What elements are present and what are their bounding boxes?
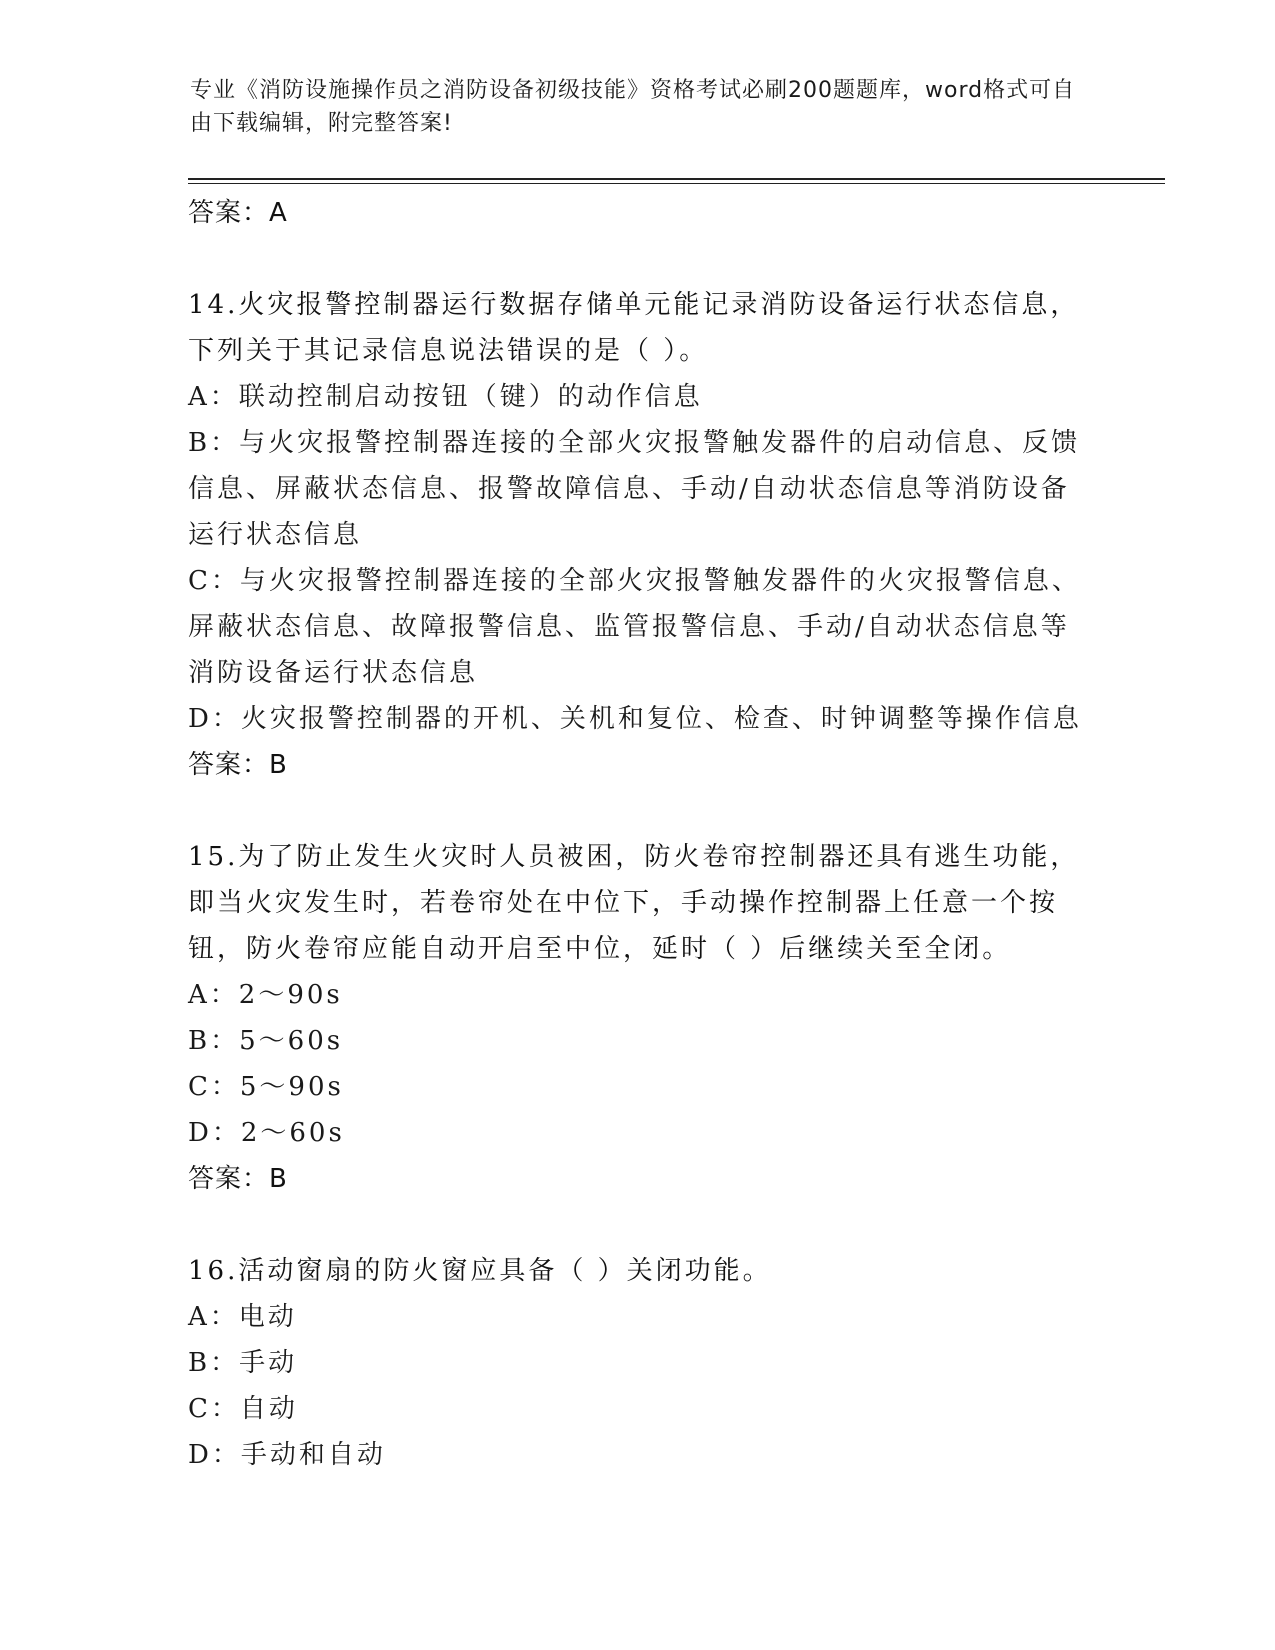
option-d: D：火灾报警控制器的开机、关机和复位、检查、时钟调整等操作信息 bbox=[188, 704, 1082, 734]
question-14 bbox=[188, 282, 1088, 788]
option-a: A：2～90s bbox=[188, 980, 343, 1010]
document-body bbox=[188, 190, 1088, 1478]
question-answer: 答案：B bbox=[188, 1164, 288, 1194]
spacer bbox=[188, 1202, 1088, 1248]
question-16 bbox=[188, 1248, 1088, 1478]
option-a: A：联动控制启动按钮（键）的动作信息 bbox=[188, 382, 703, 412]
spacer bbox=[188, 236, 1088, 282]
option-a: A：电动 bbox=[188, 1302, 297, 1332]
question-stem: 16.活动窗扇的防火窗应具备（ ）关闭功能。 bbox=[188, 1256, 772, 1286]
option-c: C：与火灾报警控制器连接的全部火灾报警触发器件的火灾报警信息、屏蔽状态信息、故障报警信息、监管报警信息、手动/自动状态信息等消防设备运行状态信息 bbox=[188, 566, 1081, 688]
option-b: B：手动 bbox=[188, 1348, 298, 1378]
question-stem: 14.火灾报警控制器运行数据存储单元能记录消防设备运行状态信息，下列关于其记录信息说法错误的是（ ）。 bbox=[188, 290, 1080, 366]
question-stem: 15.为了防止发生火灾时人员被困，防火卷帘控制器还具有逃生功能，即当火灾发生时，若卷帘处在中位下，手动操作控制器上任意一个按钮，防火卷帘应能自动开启至中位，延时（ ）后继续关至全闭。 bbox=[188, 842, 1080, 964]
option-d: D：手动和自动 bbox=[188, 1440, 386, 1470]
spacer bbox=[188, 788, 1088, 834]
option-b: B：与火灾报警控制器连接的全部火灾报警触发器件的启动信息、反馈信息、屏蔽状态信息、报警故障信息、手动/自动状态信息等消防设备运行状态信息 bbox=[188, 428, 1081, 550]
document-header: 专业《消防设施操作员之消防设备初级技能》资格考试必刷200题题库，word格式可自由下载编辑，附完整答案! bbox=[190, 78, 1076, 136]
option-c: C：5～90s bbox=[188, 1072, 344, 1102]
option-d: D：2～60s bbox=[188, 1118, 345, 1148]
question-answer: 答案：B bbox=[188, 750, 288, 780]
header-rule-thin bbox=[188, 183, 1165, 184]
option-c: C：自动 bbox=[188, 1394, 298, 1424]
header-rule-thick bbox=[188, 178, 1165, 180]
previous-answer: 答案：A bbox=[188, 198, 288, 228]
option-b: B：5～60s bbox=[188, 1026, 344, 1056]
question-15 bbox=[188, 834, 1088, 1202]
